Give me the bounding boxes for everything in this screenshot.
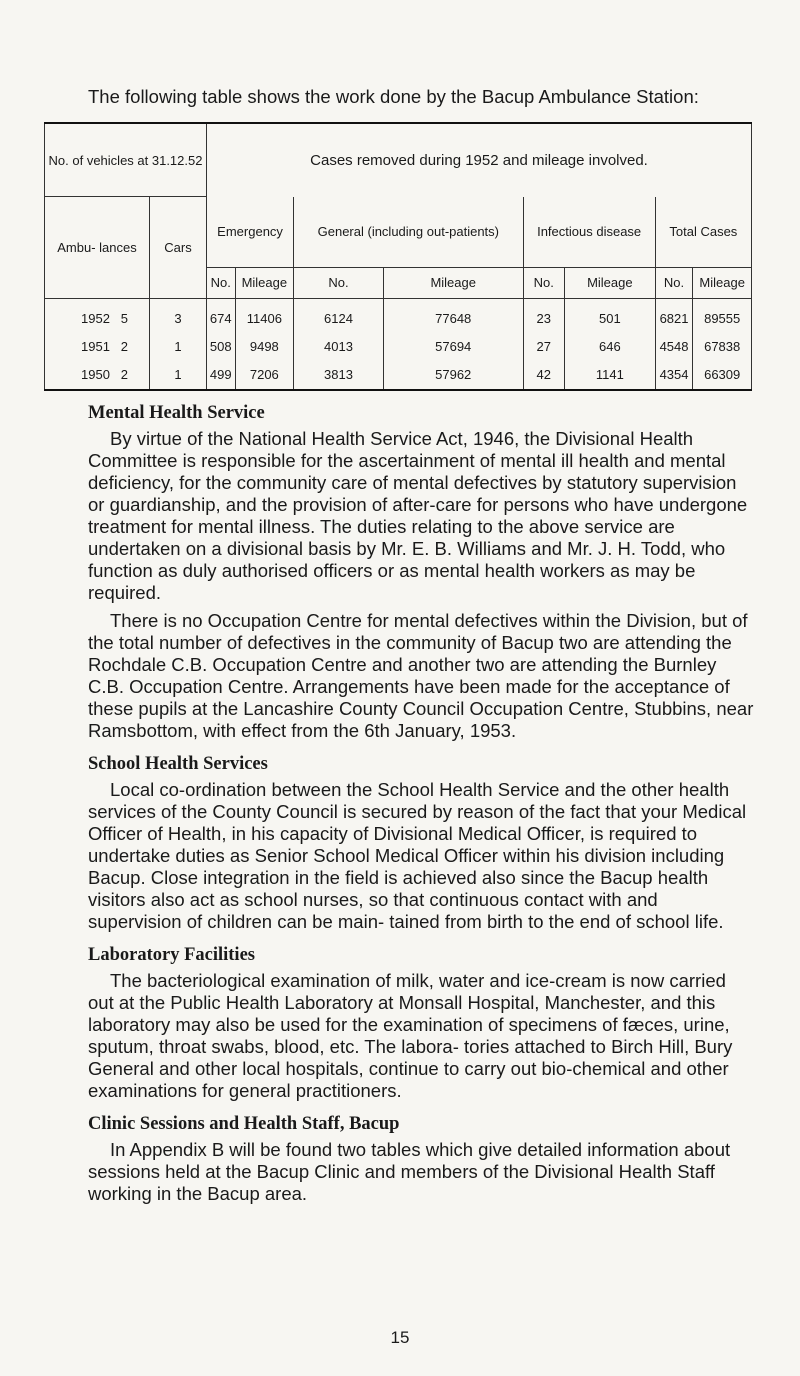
section-paragraph: Local co-ordination between the School Health Service and the other health services of the County Council is secured by reason of the fact that your Medical Officer of Health, in his capacity of Divisional Medical Officer, is required to undertake duties as Senior School Medical Officer within his division including Bacup. Close integration in the field is achieved also since the Bacup health visitors also act as school nurses, so that continuous contact with and supervision of children can be main- tained from birth to the end of school life. [88,778,747,932]
cars-header: Cars [150,197,207,299]
cell-tot-mi: 67838 [693,333,752,361]
sub-header-mileage: Mileage [383,267,523,298]
section-paragraph: The bacteriological examination of milk, water and ice-cream is now carried out at the Public Health Laboratory at Monsall Hospital, Manchester, and this laboratory may also be used for the examination of specimens of fæces, urine, sputum, throat swabs, blood, etc. The labora- tories attached to Birch Hill, Bury General and other local hospitals, continue to carry out bio-chemical and other examinations for general practitioners. [88,969,733,1101]
cell-cars: 1 [150,333,207,361]
sub-header-mileage: Mileage [693,267,752,298]
cell-gen-no: 4013 [294,333,384,361]
page-number: 15 [390,1328,410,1347]
sub-header-no: No. [207,267,236,298]
table-row [45,298,752,333]
cell-inf-no: 27 [523,333,564,361]
cell-gen-mi: 57694 [383,333,523,361]
cases-header: Cases removed during 1952 and mileage involved. [207,123,752,197]
ambulances-cell: 5 [120,311,128,326]
vehicles-header: No. of vehicles at 31.12.52 [45,123,207,197]
cell-gen-no: 6124 [294,298,384,333]
group-header-general: General (including out-patients) [294,197,523,268]
year-ambulances-cell [45,298,150,333]
sub-header-no: No. [655,267,693,298]
cell-tot-no: 4548 [655,333,693,361]
section-heading: School Health Services [88,753,268,774]
section-heading: Mental Health Service [88,402,265,423]
ambulances-header: Ambu- lances [45,197,150,299]
section-paragraph: By virtue of the National Health Service Act, 1946, the Divisional Health Committee is responsible for the ascertainment of mental ill health and mental deficiency, for the community care of mental defectives by statutory supervision or guardianship, and the provision of after-care for persons who have undergone treatment for mental illness. The duties relating to the above service are undertaken on a divisional basis by Mr. E. B. Williams and Mr. J. H. Todd, who function as duly authorised officers or as mental health workers as may be required. [88,427,748,603]
cell-inf-mi: 501 [564,298,655,333]
cell-inf-no: 42 [523,361,564,390]
cell-em-mi: 11406 [235,298,294,333]
sub-header-no: No. [523,267,564,298]
sub-header-mileage: Mileage [564,267,655,298]
cell-em-no: 499 [207,361,236,390]
cell-gen-mi: 57962 [383,361,523,390]
cell-tot-no: 4354 [655,361,693,390]
cell-inf-mi: 1141 [564,361,655,390]
section-paragraph: There is no Occupation Centre for mental defectives within the Division, but of the total number of defectives in the community of Bacup two are attending the Rochdale C.B. Occupation Centre and another two are attending the Burnley C.B. Occupation Centre. Arrangements have been made for the acceptance of these pupils at the Lancashire County Council Occupation Centre, Stubbins, near Ramsbottom, with effect from the 6th January, 1953. [88,609,754,741]
ambulance-table [44,122,752,391]
table-row [45,333,752,361]
sections [88,403,754,1205]
year-ambulances-cell [45,333,150,361]
cell-em-no: 508 [207,333,236,361]
cell-inf-mi: 646 [564,333,655,361]
year-cell: 1950 [81,367,110,382]
year-cell: 1952 [81,311,110,326]
cell-inf-no: 23 [523,298,564,333]
group-header-infectious: Infectious disease [523,197,655,268]
sub-header-mileage: Mileage [235,267,294,298]
cell-tot-mi: 89555 [693,298,752,333]
ambulances-cell: 2 [120,339,128,354]
cell-gen-no: 3813 [294,361,384,390]
cell-cars: 1 [150,361,207,390]
year-ambulances-cell [45,361,150,390]
cell-gen-mi: 77648 [383,298,523,333]
cell-em-mi: 9498 [235,333,294,361]
group-header-emergency: Emergency [207,197,294,268]
table-row [45,361,752,390]
cell-tot-mi: 66309 [693,361,752,390]
cell-em-no: 674 [207,298,236,333]
year-cell: 1951 [81,339,110,354]
section-paragraph: In Appendix B will be found two tables which give detailed information about sessions held at the Bacup Clinic and members of the Divisional Health Staff working in the Bacup area. [88,1138,731,1204]
cell-em-mi: 7206 [235,361,294,390]
section-heading: Laboratory Facilities [88,944,255,965]
group-header-total: Total Cases [655,197,751,268]
section-heading: Clinic Sessions and Health Staff, Bacup [88,1113,400,1134]
sub-header-no: No. [294,267,384,298]
cell-cars: 3 [150,298,207,333]
ambulances-cell: 2 [120,367,128,382]
cell-tot-no: 6821 [655,298,693,333]
intro-text: The following table shows the work done by the Bacup Ambulance Station: [88,86,699,107]
document-page [48,86,754,1211]
